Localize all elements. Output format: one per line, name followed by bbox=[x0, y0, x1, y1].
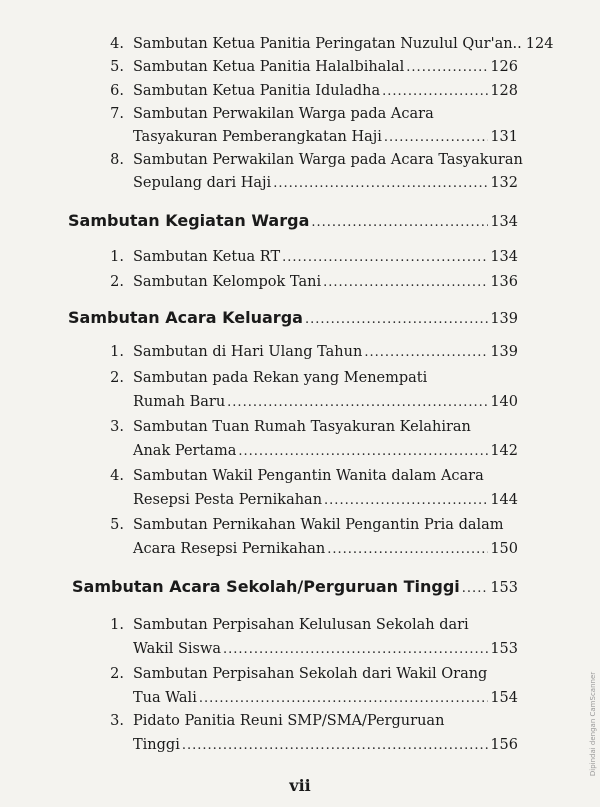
item-number: 2. bbox=[110, 274, 124, 290]
item-number: 2. bbox=[110, 370, 124, 386]
page-ref: 156 bbox=[490, 737, 518, 753]
item-line bbox=[133, 274, 518, 290]
watermark-text: Dipindai dengan CamScanner bbox=[589, 671, 597, 777]
page-ref: 144 bbox=[490, 492, 518, 508]
section-line bbox=[72, 577, 518, 596]
section-title: Sambutan Acara Keluarga bbox=[68, 308, 303, 327]
item-title: Sambutan Pernikahan Wakil Pengantin Pria dalam bbox=[133, 517, 504, 533]
item-title: Sambutan pada Rekan yang Menempati bbox=[133, 370, 428, 386]
item-line bbox=[133, 492, 518, 508]
leader-dots bbox=[305, 312, 488, 327]
page-ref: 153 bbox=[490, 580, 518, 596]
item-number: 7. bbox=[110, 106, 124, 122]
item-number: 3. bbox=[110, 419, 124, 435]
item-title: Sambutan Ketua RT bbox=[133, 249, 281, 265]
item-title: Resepsi Pesta Pernikahan bbox=[133, 492, 323, 508]
page-ref: 128 bbox=[490, 83, 518, 99]
leader-dots bbox=[238, 444, 488, 459]
item-title: Sambutan Perwakilan Warga pada Acara bbox=[133, 106, 434, 122]
item-line bbox=[133, 83, 518, 99]
item-line bbox=[133, 59, 518, 75]
item-number: 1. bbox=[110, 344, 124, 360]
item-title: Sepulang dari Haji bbox=[133, 175, 272, 191]
item-number: 4. bbox=[110, 468, 124, 484]
item-title: Tua Wali bbox=[133, 690, 197, 706]
item-line bbox=[133, 394, 518, 410]
page-ref: 124 bbox=[525, 36, 554, 52]
leader-dots bbox=[406, 60, 488, 75]
leader-dots bbox=[223, 642, 488, 657]
item-title: Sambutan Ketua Panitia Iduladha bbox=[133, 83, 381, 99]
leader-dots bbox=[311, 215, 488, 230]
leader-dots bbox=[282, 250, 488, 265]
section-title: Sambutan Acara Sekolah/Perguruan Tinggi bbox=[72, 577, 460, 596]
scanner-watermark bbox=[583, 640, 597, 800]
page-ref: 139 bbox=[490, 311, 518, 327]
item-line bbox=[133, 152, 523, 168]
item-line bbox=[133, 106, 518, 122]
item-title: Sambutan Perpisahan Kelulusan Sekolah dari bbox=[133, 617, 469, 633]
page-ref: 142 bbox=[490, 443, 518, 459]
page-number: vii bbox=[289, 776, 311, 795]
item-number: 6. bbox=[110, 83, 124, 99]
item-title: Sambutan Perpisahan Sekolah dari Wakil Orang bbox=[133, 666, 488, 682]
page-ref: 126 bbox=[490, 59, 518, 75]
item-line bbox=[133, 129, 518, 145]
page-ref: 139 bbox=[490, 344, 518, 360]
item-line bbox=[133, 419, 518, 435]
item-line bbox=[133, 249, 518, 265]
item-line bbox=[133, 617, 518, 633]
leader-dots bbox=[327, 542, 488, 557]
item-line bbox=[133, 517, 518, 533]
leader-dots bbox=[227, 395, 488, 410]
leader-dots bbox=[384, 130, 488, 145]
leader-dots bbox=[462, 581, 489, 596]
item-line bbox=[133, 641, 518, 657]
section-title: Sambutan Kegiatan Warga bbox=[68, 211, 310, 230]
page-ref: 136 bbox=[490, 274, 518, 290]
page-ref: 131 bbox=[490, 129, 518, 145]
item-title: Anak Pertama bbox=[133, 443, 237, 459]
item-title: Sambutan Perwakilan Warga pada Acara Tasyakuran bbox=[133, 152, 523, 168]
item-line bbox=[133, 713, 518, 729]
leader-dots bbox=[324, 493, 488, 508]
leader-dots bbox=[323, 275, 488, 290]
item-number: 8. bbox=[110, 152, 124, 168]
item-title: Rumah Baru bbox=[133, 394, 226, 410]
item-line bbox=[133, 666, 518, 682]
section-line bbox=[68, 308, 518, 327]
item-title: Sambutan Ketua Panitia Halalbihalal bbox=[133, 59, 405, 75]
leader-dots bbox=[273, 176, 488, 191]
item-title: Pidato Panitia Reuni SMP/SMA/Perguruan bbox=[133, 713, 445, 729]
item-number: 5. bbox=[110, 59, 124, 75]
item-title: Tasyakuran Pemberangkatan Haji bbox=[133, 129, 382, 145]
item-line bbox=[133, 36, 554, 52]
leader-dots bbox=[364, 345, 488, 360]
item-title: Sambutan Kelompok Tani bbox=[133, 274, 322, 290]
item-line bbox=[133, 737, 518, 753]
item-line bbox=[133, 468, 518, 484]
item-title: Sambutan Ketua Panitia Peringatan Nuzulul Qur'an.. bbox=[133, 36, 522, 52]
leader-dots bbox=[182, 738, 488, 753]
item-title: Sambutan di Hari Ulang Tahun bbox=[133, 344, 363, 360]
item-number: 5. bbox=[110, 517, 124, 533]
item-title: Tinggi bbox=[133, 737, 180, 753]
item-title: Acara Resepsi Pernikahan bbox=[133, 541, 326, 557]
page-ref: 134 bbox=[490, 249, 518, 265]
section-line bbox=[68, 211, 518, 230]
page-ref: 153 bbox=[490, 641, 518, 657]
leader-dots bbox=[199, 691, 488, 706]
item-line bbox=[133, 175, 518, 191]
item-line bbox=[133, 443, 518, 459]
leader-dots bbox=[382, 84, 488, 99]
item-line bbox=[133, 690, 518, 706]
item-line bbox=[133, 344, 518, 360]
page-ref: 132 bbox=[490, 175, 518, 191]
item-line bbox=[133, 541, 518, 557]
item-number: 1. bbox=[110, 249, 124, 265]
item-number: 3. bbox=[110, 713, 124, 729]
item-number: 2. bbox=[110, 666, 124, 682]
item-line bbox=[133, 370, 518, 386]
page-ref: 150 bbox=[490, 541, 518, 557]
item-title: Sambutan Tuan Rumah Tasyakuran Kelahiran bbox=[133, 419, 471, 435]
page-ref: 154 bbox=[490, 690, 518, 706]
item-title: Wakil Siswa bbox=[133, 641, 222, 657]
page-ref: 134 bbox=[490, 214, 518, 230]
item-number: 1. bbox=[110, 617, 124, 633]
item-number: 4. bbox=[110, 36, 124, 52]
page-ref: 140 bbox=[490, 394, 518, 410]
item-title: Sambutan Wakil Pengantin Wanita dalam Acara bbox=[133, 468, 484, 484]
